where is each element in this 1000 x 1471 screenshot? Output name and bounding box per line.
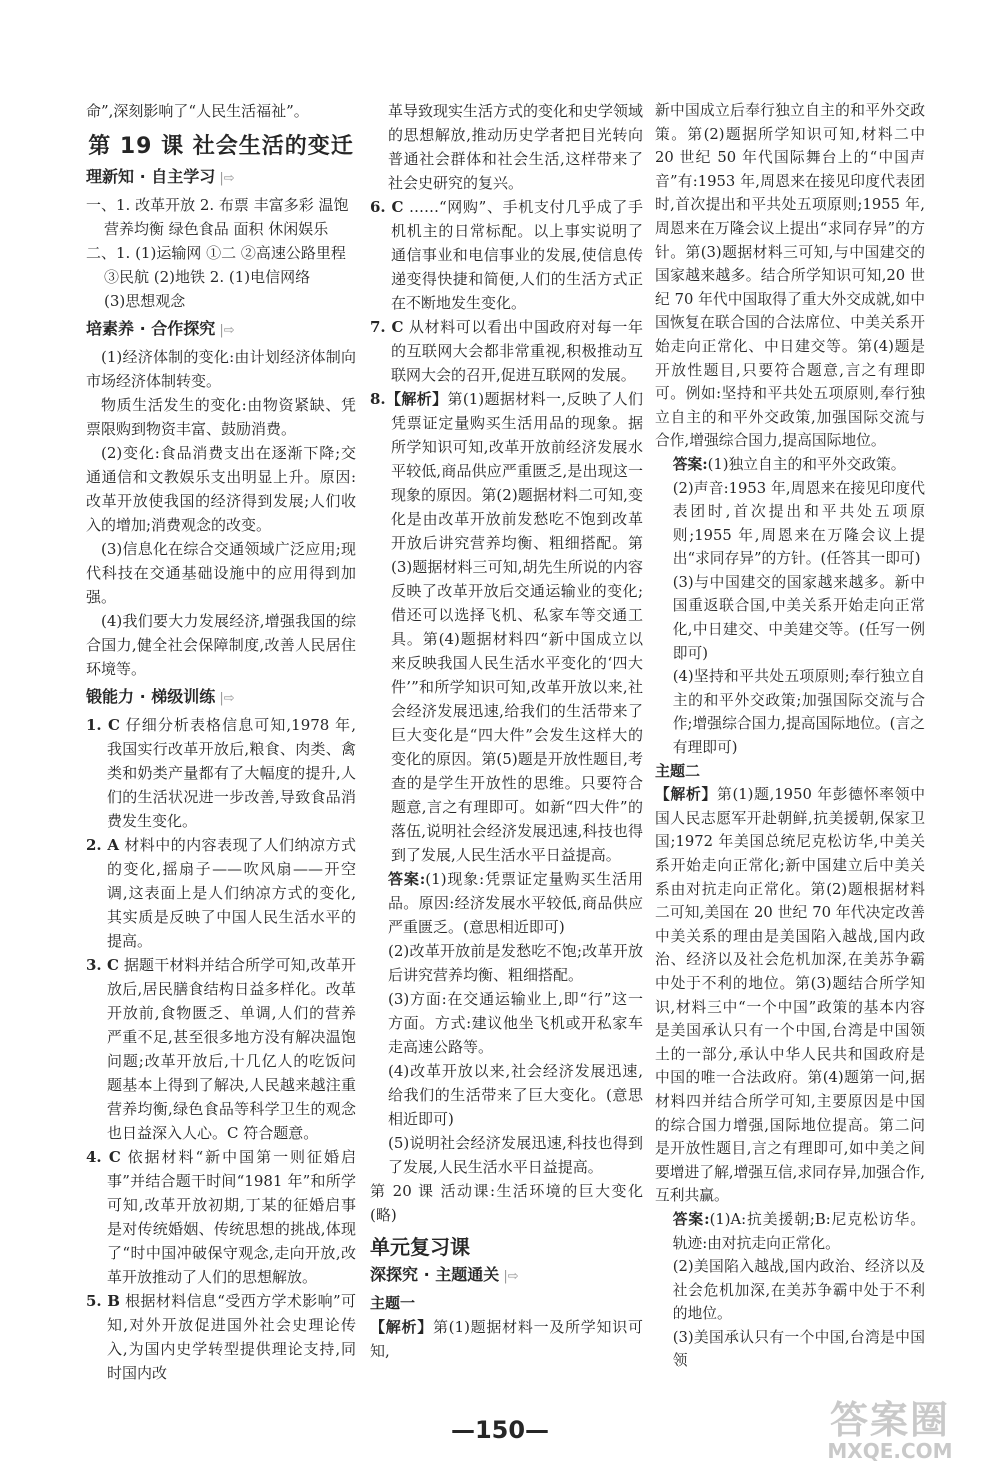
answer-line: (3)思想观念 xyxy=(104,292,186,310)
question-number: 1. C xyxy=(86,716,120,734)
paragraph: (3)信息化在综合交通领域广泛应用;现代科技在交通基础设施中的应用得到加强。 xyxy=(86,540,356,606)
explanation: 材料中的内容表现了人们纳凉方式的变化,摇扇子——吹风扇——开空调,这表面上是人们纳凉方式的变化,其实质是反映了中国人民生活水平的提高。 xyxy=(107,836,356,950)
explanation: 第(1)题据材料一,反映了人们凭票证定量购买生活用品的现象。据所学知识可知,改革开放前经济发展水平较低,商品供应严重匮乏,是出现这一现象的原因。第(2)题据材料二可知,变化是由改革开放前发愁吃不饱到改革开放后讲究营养均衡、粗细搭配。第(3)题据材料三可知,胡先生所说的内容反映了改革开放后交通运输业的变化;借还可以选择飞机、私家车等交通工具。第(4)题据材料四“新中国成立以来反映我国人民生活水平变化的‘四大件’”和所学知识可知,改革开放以来,社会经济发展迅速,给我们的生活带来了巨大变化是“四大件”会发生这样大的变化的原因。第(5)题是开放性题目,考查的是学生开放性的思维。只要符合题意,言之有理即可。如新“四大件”的落伍,说明社会经济发展迅速,科技也得到了发展,人民生活水平日益提高。 xyxy=(391,390,643,864)
lesson-title: 第 19 课 社会生活的变迁 xyxy=(88,134,354,159)
explanation: 据题干材料并结合所学可知,改革开放后,居民膳食结构日益多样化。改革开放前,食物匮乏、单调,人们的营养严重不足,甚至很多地方没有解决温饱问题;改革开放后,十几亿人的吃饭问题基本上得到了解决,人民越来越注重营养均衡,绿色食品等科学卫生的观念也日益深入人心。C 符合题意。 xyxy=(107,956,356,1142)
answer-line: 二、1. (1)运输网 ①二 ②高速公路里程 xyxy=(86,244,346,262)
question-answer xyxy=(86,953,356,1145)
explanation: 依据材料“新中国第一则征婚启事”并结合题干时间“1981 年”和所学可知,改革开放初期,丁某的征婚启事是对传统婚姻、传统思想的挑战,体现了“时中国冲破保守观念,走向开放,改革开放推动了人们的思想解放。 xyxy=(107,1148,356,1286)
question-number: 6. C xyxy=(370,198,404,216)
answer-text: (5)说明社会经济发展迅速,科技也得到了发展,人民生活水平日益提高。 xyxy=(388,1134,643,1176)
section-heading-text: 深探究 · 主题通关 xyxy=(370,1265,500,1284)
paragraph: 物质生活发生的变化:由物资紧缺、凭票限购到物资丰富、鼓励消费。 xyxy=(86,396,356,438)
paragraph: (4)我们要大力发展经济,增强我国的综合国力,健全社会保障制度,改善人民居住环境等。 xyxy=(86,612,356,678)
question-number: 2. A xyxy=(86,836,119,854)
middle-column xyxy=(370,99,643,1363)
question-answer xyxy=(370,195,643,315)
answer-block xyxy=(655,453,925,477)
explanation: 从材料可以看出中国政府对每一年的互联网大会都非常重视,积极推动互联网大会的召开,促进互联网的发展。 xyxy=(391,318,643,384)
answer-label: 答案: xyxy=(672,1210,710,1228)
arrow-icon: |⇨ xyxy=(499,1269,519,1284)
watermark-logo xyxy=(790,1400,990,1465)
analysis-text: 第(1)题据材料一及所学知识可知, xyxy=(370,1318,643,1360)
theme-heading: 主题一 xyxy=(370,1294,416,1312)
carry-over-text: 革导致现实生活方式的变化和史学领域的思想解放,推动历史学者把目光转向普通社会群体和社会生活,这样带来了社会史研究的复兴。 xyxy=(388,102,644,192)
answer-text: (2)声音:1953 年,周恩来在接见印度代表团时,首次提出和平共处五项原则;1955 年,周恩来在万隆会议上提出“求同存异”的方针。(任答其一即可) xyxy=(672,479,925,568)
question-number: 8.【解析】 xyxy=(370,390,448,408)
answer-line: 营养均衡 绿色食品 面积 休闲娱乐 xyxy=(104,220,329,238)
arrow-icon: |⇨ xyxy=(215,323,235,338)
answer-text: (3)与中国建交的国家越来越多。新中国重返联合国,中美关系开始走向正常化,中日建交、中美建交等。(任写一例即可) xyxy=(672,573,925,662)
question-number: 5. B xyxy=(86,1292,120,1310)
question-answer xyxy=(370,387,643,867)
question-number: 3. C xyxy=(86,956,119,974)
question-answer xyxy=(86,1145,356,1289)
answer-line: ③民航 (2)地铁 2. (1)电信网络 xyxy=(104,268,311,286)
analysis-label: 【解析】 xyxy=(655,786,717,804)
answer-text: (1)现象:凭票证定量购买生活用品。原因:经济发展水平较低,商品供应严重匮乏。(意思相近即可) xyxy=(388,870,643,936)
explanation: 根据材料信息“受西方学术影响”可知,对外开放促进国外社会史理论传入,为国内史学转型提供理论支持,同时国内改 xyxy=(107,1292,356,1382)
section-heading-text: 锻能力 · 梯级训练 xyxy=(86,687,216,706)
answer-block xyxy=(655,1208,925,1255)
carry-over-text: 新中国成立后奉行独立自主的和平外交政策。第(2)题据所学知识可知,材料二中 20 世纪 50 年代国际舞台上的“中国声音”有:1953 年,周恩来在接见印度代表团时,首次提出和平共处五项原则;1955 年,周恩来在万隆会议上提出“求同存异”的方针。第(3)题据材料三可知,与中国建交的国家越来越多。结合所学知识可知,20 世纪 70 年代中国取得了重大外交成就,如中国恢复在联合国的合法席位、中美关系开始走向正常化、中日建交等。第(4)题是开放性题目,只要符合题意,言之有理即可。例如:坚持和平共处五项原则,奉行独立自主的和平外交政策,加强国际交流与合作,增强综合国力,提高国际地位。 xyxy=(655,102,925,450)
answer-label: 答案: xyxy=(672,455,708,473)
section-heading-text: 理新知 · 自主学习 xyxy=(86,167,216,186)
section-heading-text: 培素养 · 合作探究 xyxy=(86,319,216,338)
answer-text: (1)A:抗美援朝;B:尼克松访华。轨迹:由对抗走向正常化。 xyxy=(672,1210,926,1252)
section-heading xyxy=(370,1263,643,1289)
answer-line: 一、1. 改革开放 2. 布票 丰富多彩 温饱 xyxy=(86,196,349,214)
answer-text: (3)方面:在交通运输业上,即“行”这一方面。方式:建议他坐飞机或开私家车走高速公路等。 xyxy=(388,990,643,1056)
right-column xyxy=(655,99,925,1373)
answer-text: (1)独立自主的和平外交政策。 xyxy=(707,455,906,473)
lesson-20-line: 第 20 课 活动课:生活环境的巨大变化(略) xyxy=(370,1182,643,1224)
watermark-url: MXQE.COM xyxy=(827,1439,953,1463)
paragraph: (1)经济体制的变化:由计划经济体制向市场经济体制转变。 xyxy=(86,348,356,390)
paragraph: (2)变化:食品消费支出在逐渐下降;交通通信和文教娱乐支出明显上升。原因:改革开放使我国的经济得到发展;人们收入的增加;消费观念的改变。 xyxy=(86,444,356,534)
theme-heading: 主题二 xyxy=(655,761,701,780)
answer-text: (3)美国承认只有一个中国,台湾是中国领 xyxy=(672,1328,925,1370)
page-number: —150— xyxy=(450,1416,550,1444)
section-heading xyxy=(86,317,356,343)
analysis xyxy=(370,1315,643,1363)
explanation: 仔细分析表格信息可知,1978 年,我国实行改革开放后,粮食、肉类、禽类和奶类产量都有了大幅度的提升,人们的生活状况进一步改善,导致食品消费发生变化。 xyxy=(107,716,356,830)
question-answer xyxy=(370,315,643,387)
analysis-text: 第(1)题,1950 年彭德怀率领中国人民志愿军开赴朝鲜,抗美援朝,保家卫国;1972 年美国总统尼克松访华,中美关系开始走向正常化;新中国建立后中美关系由对抗走向正常化。第(2)题根据材料二可知,美国在 20 世纪 70 年代决定改善中美关系的理由是美国陷入越战,国内政治、经济以及社会危机加深,在美苏争霸中处于不利的地位。第(3)题结合所学知识,材料三中“一个中国”政策的基本内容是美国承认只有一个中国,台湾是中国领土的一部分,承认中华人民共和国政府是中国的唯一合法政府。第(4)题第一问,据材料四并结合所学可知,主要原因是中国的综合国力增强,国际地位提高。第二问是开放性题目,言之有理即可,如中美之间要增进了解,增强互信,求同存异,加强合作,互利共赢。 xyxy=(655,786,925,1205)
analysis xyxy=(655,783,925,1208)
explanation: ……“网购”、手机支付几乎成了手机机主的日常标配。以上事实说明了通信事业和电信事业的发展,使信息传递变得快捷和简便,人们的生活方式正在不断地发生变化。 xyxy=(391,198,643,312)
carry-over-text: 命”,深刻影响了“人民生活福祉”。 xyxy=(86,102,309,120)
answer-text: (2)美国陷入越战,国内政治、经济以及社会危机加深,在美苏争霸中处于不利的地位。 xyxy=(672,1258,925,1323)
arrow-icon: |⇨ xyxy=(215,171,235,186)
answer-text: (2)改革开放前是发愁吃不饱;改革开放后讲究营养均衡、粗细搭配。 xyxy=(388,942,643,984)
answer-block xyxy=(370,867,643,939)
answer-text: (4)坚持和平共处五项原则;奉行独立自主的和平外交政策;加强国际交流与合作;增强综合国力,提高国际地位。(言之有理即可) xyxy=(672,668,925,757)
section-heading xyxy=(86,685,356,711)
question-number: 4. C xyxy=(86,1148,121,1166)
watermark-text: 答案圈 xyxy=(829,1398,950,1442)
question-answer xyxy=(86,713,356,833)
section-heading xyxy=(86,165,356,191)
left-column xyxy=(86,99,356,1385)
arrow-icon: |⇨ xyxy=(215,691,235,706)
question-number: 7. C xyxy=(370,318,404,336)
answer-label: 答案: xyxy=(388,870,426,888)
analysis-label: 【解析】 xyxy=(370,1318,433,1336)
question-answer xyxy=(86,1289,356,1385)
question-answer xyxy=(86,833,356,953)
unit-review-title: 单元复习课 xyxy=(370,1235,470,1259)
answer-text: (4)改革开放以来,社会经济发展迅速,给我们的生活带来了巨大变化。(意思相近即可) xyxy=(388,1062,643,1128)
